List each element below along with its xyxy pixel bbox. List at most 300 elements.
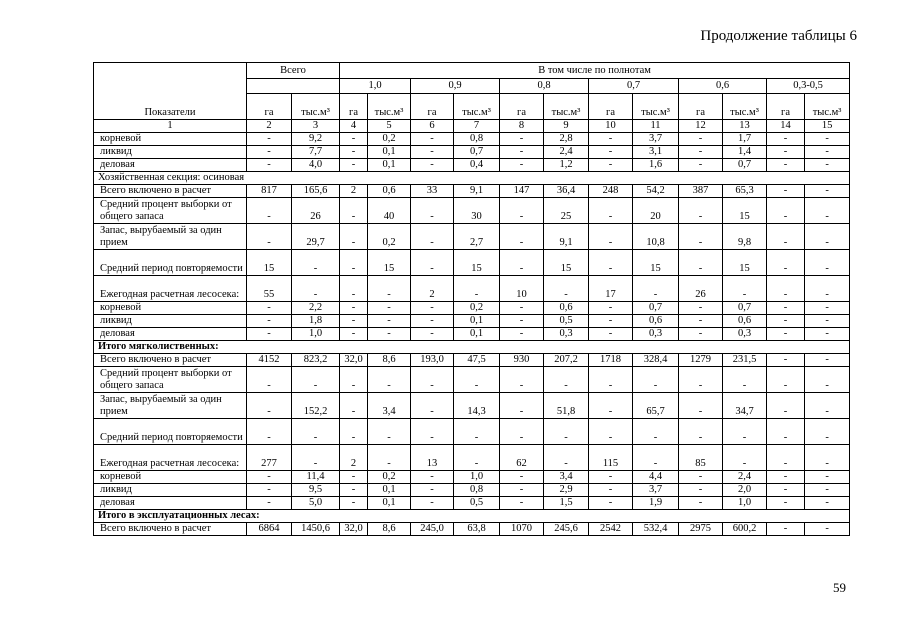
table-cell: - [411, 419, 454, 445]
table-cell: - [411, 484, 454, 497]
table-cell: - [411, 133, 454, 146]
table-cell: - [679, 315, 723, 328]
table-cell: 2 [340, 185, 368, 198]
table-cell: - [292, 367, 340, 393]
table-cell: - [633, 367, 679, 393]
table-cell: 3,7 [633, 484, 679, 497]
table-cell: 0,2 [368, 133, 411, 146]
table-cell: 0,7 [454, 146, 500, 159]
table-cell: - [767, 419, 805, 445]
row-label: Средний период повторяемости [94, 419, 247, 445]
table-cell: - [679, 133, 723, 146]
table-cell: - [454, 367, 500, 393]
table-cell: 15 [723, 198, 767, 224]
table-cell: 231,5 [723, 354, 767, 367]
table-cell: 47,5 [454, 354, 500, 367]
table-cell: - [767, 146, 805, 159]
table-cell: - [411, 328, 454, 341]
table-cell: 3,4 [368, 393, 411, 419]
table-cell: - [679, 302, 723, 315]
table-cell: - [368, 419, 411, 445]
table-cell: - [544, 445, 589, 471]
table-cell: - [723, 419, 767, 445]
table-cell: - [589, 328, 633, 341]
table-cell: 817 [247, 185, 292, 198]
table-cell: - [589, 198, 633, 224]
column-number: 6 [411, 120, 454, 133]
table-cell: 26 [292, 198, 340, 224]
table-cell: 2 [411, 276, 454, 302]
header-unit: га [767, 94, 805, 120]
table-row [94, 484, 850, 497]
table-cell: - [767, 523, 805, 536]
table-cell: 30 [454, 198, 500, 224]
column-number: 7 [454, 120, 500, 133]
table-cell: - [805, 315, 850, 328]
table-cell: 0,3 [633, 328, 679, 341]
header-unit: га [411, 94, 454, 120]
table-cell: - [767, 302, 805, 315]
column-number: 3 [292, 120, 340, 133]
table-cell: 1,0 [292, 328, 340, 341]
table-cell: - [679, 198, 723, 224]
header-unit: тыс.м³ [454, 94, 500, 120]
table-row [94, 523, 850, 536]
table-cell: 2,4 [723, 471, 767, 484]
row-label: деловая [94, 328, 247, 341]
table-cell: 0,3 [544, 328, 589, 341]
table-cell: - [247, 159, 292, 172]
table-cell: - [411, 471, 454, 484]
table-cell: - [767, 484, 805, 497]
table-cell: 0,6 [368, 185, 411, 198]
table-cell: - [679, 419, 723, 445]
row-label: Ежегодная расчетная лесосека: [94, 276, 247, 302]
table-cell: - [767, 393, 805, 419]
header-density-0: 1,0 [340, 79, 411, 94]
table-cell: - [500, 302, 544, 315]
table-row [94, 146, 850, 159]
table-cell: - [805, 484, 850, 497]
table-cell: - [589, 471, 633, 484]
table-cell: 2,8 [544, 133, 589, 146]
table-cell: - [368, 315, 411, 328]
table-cell: 1,2 [544, 159, 589, 172]
table-cell: - [247, 224, 292, 250]
table-cell: - [805, 224, 850, 250]
table-cell: - [679, 484, 723, 497]
table-cell: - [500, 250, 544, 276]
table-row [94, 133, 850, 146]
column-number: 9 [544, 120, 589, 133]
table-cell: 2,7 [454, 224, 500, 250]
table-cell: - [679, 224, 723, 250]
table-cell: - [247, 315, 292, 328]
table-cell: 2,9 [544, 484, 589, 497]
table-cell: - [292, 445, 340, 471]
table-cell: - [411, 250, 454, 276]
table-cell: 532,4 [633, 523, 679, 536]
table-cell: - [767, 276, 805, 302]
table-cell: 51,8 [544, 393, 589, 419]
table-cell: 15 [454, 250, 500, 276]
table-cell: 3,1 [633, 146, 679, 159]
table-cell: - [411, 146, 454, 159]
table-cell: 13 [411, 445, 454, 471]
table-cell: 10,8 [633, 224, 679, 250]
column-number: 12 [679, 120, 723, 133]
table-cell: - [454, 445, 500, 471]
table-cell: - [340, 393, 368, 419]
table-cell: 4,4 [633, 471, 679, 484]
table-cell: - [679, 328, 723, 341]
table-cell: - [767, 328, 805, 341]
table-cell: 54,2 [633, 185, 679, 198]
table-cell: - [805, 302, 850, 315]
section-row [94, 172, 850, 185]
table-cell: 5,0 [292, 497, 340, 510]
table-cell: - [589, 393, 633, 419]
table-row [94, 367, 850, 393]
table-cell: 2,2 [292, 302, 340, 315]
table-cell: - [679, 146, 723, 159]
table-row [94, 276, 850, 302]
row-label: Всего включено в расчет [94, 185, 247, 198]
table-cell: 8,6 [368, 523, 411, 536]
table-cell: - [292, 276, 340, 302]
header-total-spacer [247, 79, 340, 94]
table-cell: 9,5 [292, 484, 340, 497]
table-cell: - [805, 198, 850, 224]
table-cell: - [368, 302, 411, 315]
table-cell: - [247, 484, 292, 497]
table-cell: - [589, 419, 633, 445]
table-cell: - [340, 302, 368, 315]
column-number: 4 [340, 120, 368, 133]
table-cell: - [247, 133, 292, 146]
table-cell: - [544, 419, 589, 445]
table-cell: - [589, 315, 633, 328]
table-cell: - [805, 471, 850, 484]
table-cell: 0,6 [633, 315, 679, 328]
table-cell: - [633, 419, 679, 445]
table-cell: 147 [500, 185, 544, 198]
table-cell: - [805, 393, 850, 419]
table-cell: 1070 [500, 523, 544, 536]
table-row [94, 393, 850, 419]
table-cell: 62 [500, 445, 544, 471]
table-cell: 0,7 [633, 302, 679, 315]
table-cell: - [500, 133, 544, 146]
table-cell: - [368, 445, 411, 471]
section-row [94, 510, 850, 523]
table-cell: - [805, 419, 850, 445]
table-cell: - [411, 393, 454, 419]
table-cell: - [500, 198, 544, 224]
table-cell: - [767, 198, 805, 224]
table-cell: - [292, 250, 340, 276]
table-cell: - [500, 367, 544, 393]
column-number: 14 [767, 120, 805, 133]
table-cell: 65,7 [633, 393, 679, 419]
column-number: 10 [589, 120, 633, 133]
table-row [94, 328, 850, 341]
table-cell: - [805, 523, 850, 536]
table-cell: 245,0 [411, 523, 454, 536]
table-cell: - [247, 393, 292, 419]
table-cell: - [544, 276, 589, 302]
table-cell: - [589, 133, 633, 146]
table-cell: - [589, 250, 633, 276]
table-cell: - [767, 133, 805, 146]
table-cell: 1718 [589, 354, 633, 367]
table-cell: 1,9 [633, 497, 679, 510]
table-cell: - [340, 367, 368, 393]
table-cell: - [767, 367, 805, 393]
table-cell: - [340, 315, 368, 328]
row-label: Средний период повторяемости [94, 250, 247, 276]
table-cell: - [247, 198, 292, 224]
row-label: ликвид [94, 146, 247, 159]
table-cell: 1,0 [723, 497, 767, 510]
table-cell: 0,1 [368, 159, 411, 172]
table-cell: 0,2 [368, 471, 411, 484]
table-cell: - [454, 276, 500, 302]
table-cell: - [411, 302, 454, 315]
table-cell: - [589, 497, 633, 510]
table-cell: 0,2 [368, 224, 411, 250]
table-cell: 2975 [679, 523, 723, 536]
table-cell: - [411, 497, 454, 510]
table-cell: 193,0 [411, 354, 454, 367]
table-cell: 387 [679, 185, 723, 198]
table-cell: - [500, 419, 544, 445]
table-cell: - [368, 367, 411, 393]
header-unit: га [340, 94, 368, 120]
table-cell: - [805, 146, 850, 159]
table-cell: - [411, 224, 454, 250]
row-label: Запас, вырубаемый за один прием [94, 224, 247, 250]
table-cell: 63,8 [454, 523, 500, 536]
table-cell: 165,6 [292, 185, 340, 198]
table-cell: - [500, 328, 544, 341]
table-cell: - [805, 328, 850, 341]
column-number: 11 [633, 120, 679, 133]
header-by-density: В том числе по полнотам [340, 63, 850, 79]
row-label: ликвид [94, 484, 247, 497]
page-number: 59 [833, 580, 846, 595]
table-cell: - [411, 198, 454, 224]
table-cell: - [767, 497, 805, 510]
table-cell: - [411, 367, 454, 393]
row-label: Запас, вырубаемый за один прием [94, 393, 247, 419]
table-cell: - [500, 393, 544, 419]
table-cell: - [805, 133, 850, 146]
table-cell: - [247, 302, 292, 315]
table-caption: Продолжение таблицы 6 [700, 28, 857, 44]
column-number: 5 [368, 120, 411, 133]
table-cell: - [589, 367, 633, 393]
row-label: корневой [94, 133, 247, 146]
row-label: корневой [94, 471, 247, 484]
header-density-1: 0,9 [411, 79, 500, 94]
header-unit: га [589, 94, 633, 120]
table-cell: 1,8 [292, 315, 340, 328]
table-cell: 4152 [247, 354, 292, 367]
table-cell: - [340, 159, 368, 172]
table-cell: - [340, 497, 368, 510]
table-cell: - [247, 497, 292, 510]
row-label: Средний процент выборки от общего запаса [94, 367, 247, 393]
header-unit: тыс.м³ [292, 94, 340, 120]
section-row [94, 341, 850, 354]
header-total: Всего [247, 63, 340, 79]
table-cell: - [500, 146, 544, 159]
table-cell: 600,2 [723, 523, 767, 536]
table-cell: - [589, 224, 633, 250]
table-cell: 40 [368, 198, 411, 224]
header-unit: тыс.м³ [633, 94, 679, 120]
table-cell: 85 [679, 445, 723, 471]
header-unit: га [247, 94, 292, 120]
table-cell: - [247, 419, 292, 445]
header-unit: тыс.м³ [723, 94, 767, 120]
table-cell: - [247, 367, 292, 393]
table-cell: - [767, 185, 805, 198]
table-cell: 277 [247, 445, 292, 471]
table-cell: 0,7 [723, 302, 767, 315]
table-cell: 32,0 [340, 523, 368, 536]
table-cell: - [679, 367, 723, 393]
header-unit: тыс.м³ [805, 94, 850, 120]
table-cell: - [340, 198, 368, 224]
table-cell: 9,8 [723, 224, 767, 250]
table-cell: 0,8 [454, 484, 500, 497]
table-cell: - [679, 159, 723, 172]
table-cell: - [340, 146, 368, 159]
table-cell: 36,4 [544, 185, 589, 198]
table-cell: 328,4 [633, 354, 679, 367]
table-cell: - [340, 133, 368, 146]
table-cell: 14,3 [454, 393, 500, 419]
table-cell: 2 [340, 445, 368, 471]
table-cell: 0,7 [723, 159, 767, 172]
row-label: Всего включено в расчет [94, 354, 247, 367]
row-label: Всего включено в расчет [94, 523, 247, 536]
table-cell: - [500, 315, 544, 328]
table-cell: - [805, 276, 850, 302]
table-cell: - [500, 497, 544, 510]
table-row [94, 315, 850, 328]
header-density-2: 0,8 [500, 79, 589, 94]
table-cell: 1,6 [633, 159, 679, 172]
table-cell: 29,7 [292, 224, 340, 250]
table-cell: - [805, 185, 850, 198]
table-cell: 15 [723, 250, 767, 276]
table-cell: 20 [633, 198, 679, 224]
column-number: 1 [94, 120, 247, 133]
table-cell: - [247, 146, 292, 159]
table-cell: - [805, 445, 850, 471]
table-cell: - [767, 445, 805, 471]
table-cell: - [589, 159, 633, 172]
table-row [94, 497, 850, 510]
table-cell: - [500, 159, 544, 172]
table-cell: - [368, 328, 411, 341]
table-cell: 1,4 [723, 146, 767, 159]
table-cell: - [589, 484, 633, 497]
table-cell: - [679, 471, 723, 484]
table-row [94, 354, 850, 367]
table-row [94, 445, 850, 471]
table-cell: - [292, 419, 340, 445]
header-indicator: Показатели [94, 63, 247, 120]
table-cell: 32,0 [340, 354, 368, 367]
table-cell: 0,1 [454, 315, 500, 328]
table-cell: - [544, 367, 589, 393]
table-cell: - [723, 276, 767, 302]
table-cell: 1,0 [454, 471, 500, 484]
table-cell: - [247, 328, 292, 341]
table-cell: - [500, 471, 544, 484]
table-cell: 9,1 [454, 185, 500, 198]
table-cell: 2,0 [723, 484, 767, 497]
table-cell: 15 [544, 250, 589, 276]
header-unit: га [500, 94, 544, 120]
table-cell: 3,4 [544, 471, 589, 484]
table-cell: 26 [679, 276, 723, 302]
table-cell: 930 [500, 354, 544, 367]
table-cell: - [340, 328, 368, 341]
table-cell: - [679, 393, 723, 419]
table-cell: - [767, 159, 805, 172]
table-cell: 823,2 [292, 354, 340, 367]
section-label: Хозяйственная секция: осиновая [94, 172, 850, 185]
row-label: Средний процент выборки от общего запаса [94, 198, 247, 224]
table-cell: 0,1 [368, 146, 411, 159]
table-cell: - [340, 419, 368, 445]
row-label: корневой [94, 302, 247, 315]
table-cell: - [723, 367, 767, 393]
table-cell: 2542 [589, 523, 633, 536]
table-cell: 0,2 [454, 302, 500, 315]
table-cell: 1,5 [544, 497, 589, 510]
table-cell: - [633, 445, 679, 471]
table-cell: 1,7 [723, 133, 767, 146]
table-cell: - [589, 146, 633, 159]
table-cell: 248 [589, 185, 633, 198]
table-cell: 7,7 [292, 146, 340, 159]
table-row [94, 250, 850, 276]
table-cell: - [679, 250, 723, 276]
table-cell: - [340, 276, 368, 302]
table-cell: - [340, 471, 368, 484]
table-cell: - [805, 250, 850, 276]
table-cell: 15 [633, 250, 679, 276]
table-row [94, 198, 850, 224]
header-density-3: 0,7 [589, 79, 679, 94]
column-number: 13 [723, 120, 767, 133]
table-cell: - [805, 159, 850, 172]
table-cell: - [767, 315, 805, 328]
forest-table [93, 62, 850, 536]
table-cell: - [368, 276, 411, 302]
table-cell: 0,8 [454, 133, 500, 146]
table-cell: 34,7 [723, 393, 767, 419]
table-cell: 0,5 [454, 497, 500, 510]
table-cell: - [633, 276, 679, 302]
table-row [94, 471, 850, 484]
